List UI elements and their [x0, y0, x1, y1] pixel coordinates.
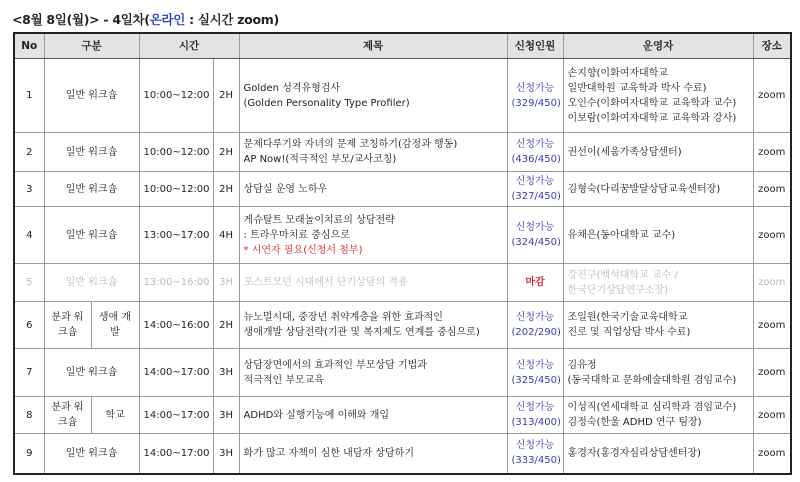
row-duration: 3H	[213, 264, 239, 302]
status-badge[interactable]: 신청가능	[515, 82, 555, 94]
row-duration: 2H	[213, 59, 239, 133]
instructor-line: (동국대학교 문화예술대학원 겸임교수)	[567, 374, 737, 386]
row-category: 일반 워크숍	[44, 133, 139, 172]
row-enrollment[interactable]	[507, 133, 563, 172]
row-no: 2	[14, 133, 44, 172]
row-time: 14:00~17:00	[139, 434, 213, 474]
title-line: 상담실 운영 노하우	[243, 183, 328, 195]
row-no: 9	[14, 434, 44, 474]
row-time: 14:00~16:00	[139, 302, 213, 349]
row-title	[239, 434, 507, 474]
row-no: 3	[14, 172, 44, 207]
row-duration: 2H	[213, 133, 239, 172]
instructor-line: 진로 및 직업상담 박사 수료)	[567, 327, 691, 338]
header-title: 제목	[239, 33, 507, 59]
title-line: (Golden Personality Type Profiler)	[243, 97, 410, 109]
row-title	[239, 207, 507, 264]
enrollment-count: (327/450)	[511, 191, 561, 202]
row-title	[239, 59, 507, 133]
row-enrollment[interactable]	[507, 349, 563, 397]
instructor-line: 김유정	[567, 359, 597, 371]
schedule-table	[13, 32, 792, 475]
row-category-sub: 학교	[91, 397, 139, 434]
status-badge[interactable]: 신청가능	[515, 440, 555, 452]
instructor-line: 유채은(동아대학교 교수)	[567, 229, 676, 241]
instructor-line: 김형숙(다리꿈발달상담교육센터장)	[567, 183, 721, 195]
row-title	[239, 133, 507, 172]
row-duration: 2H	[213, 172, 239, 207]
row-title	[239, 172, 507, 207]
instructor-line: 김정숙(한울 ADHD 연구 팀장)	[567, 417, 702, 428]
enrollment-count: (202/290)	[511, 327, 561, 338]
row-enrollment[interactable]	[507, 434, 563, 474]
row-category: 일반 워크숍	[44, 207, 139, 264]
row-category: 일반 워크숍	[44, 349, 139, 397]
row-instructor	[563, 172, 753, 207]
row-no: 8	[14, 397, 44, 434]
row-venue: zoom	[753, 133, 791, 172]
row-enrollment[interactable]	[507, 172, 563, 207]
table-row	[14, 302, 791, 349]
header-enrollment: 신청인원	[507, 33, 563, 59]
row-no: 1	[14, 59, 44, 133]
table-row	[14, 264, 791, 302]
status-badge[interactable]: 신청가능	[515, 222, 555, 233]
row-instructor	[563, 59, 753, 133]
title-line: 화가 많고 자책이 심한 내담자 상담하기	[243, 447, 414, 459]
row-instructor	[563, 133, 753, 172]
row-instructor	[563, 434, 753, 474]
row-time: 13:00~16:00	[139, 264, 213, 302]
table-row	[14, 59, 791, 133]
row-enrollment[interactable]	[507, 207, 563, 264]
enrollment-count: (324/450)	[511, 237, 561, 248]
row-duration: 2H	[213, 302, 239, 349]
table-header-row	[14, 33, 791, 59]
row-title	[239, 302, 507, 349]
row-duration: 3H	[213, 349, 239, 397]
header-venue: 장소	[753, 33, 791, 59]
title-line: 포스트모던 시대에서 단기상담의 적용	[243, 277, 408, 288]
row-title	[239, 264, 507, 302]
heading-suffix: : 실시간 zoom)	[185, 12, 279, 27]
row-venue: zoom	[753, 397, 791, 434]
row-title	[239, 349, 507, 397]
header-time: 시간	[139, 33, 239, 59]
row-instructor	[563, 397, 753, 434]
header-no: No	[14, 33, 44, 59]
header-category: 구분	[44, 33, 139, 59]
table-row	[14, 133, 791, 172]
instructor-line: 권선이(세움가족상담센터)	[567, 146, 682, 158]
table-row	[14, 434, 791, 474]
title-line: 문제다루기와 자녀의 문제 코칭하기(감정과 행동)	[243, 139, 458, 150]
row-category: 일반 워크숍	[44, 172, 139, 207]
row-category-sub: 생애 개발	[91, 302, 139, 349]
title-line: 뉴노멀시대, 중장년 취약계층을 위한 효과적인	[243, 312, 443, 323]
heading-accent: 온라인	[149, 12, 186, 27]
row-duration: 3H	[213, 397, 239, 434]
heading-prefix: <8월 8일(월)> - 4일차(	[12, 12, 150, 27]
row-venue: zoom	[753, 349, 791, 397]
title-line: 적극적인 부모교육	[243, 374, 324, 386]
enrollment-count: (436/450)	[511, 154, 561, 165]
row-category: 일반 워크숍	[44, 264, 139, 302]
row-time: 10:00~12:00	[139, 172, 213, 207]
status-badge[interactable]: 신청가능	[515, 359, 555, 371]
instructor-line: 이보람(이화여자대학교 교육학과 강사)	[567, 112, 737, 124]
title-line: 게슈탈트 모래놀이치료의 상담전략	[243, 214, 395, 226]
row-category: 일반 워크숍	[44, 59, 139, 133]
enrollment-count: (329/450)	[511, 97, 561, 109]
row-time: 10:00~12:00	[139, 133, 213, 172]
row-title	[239, 397, 507, 434]
row-enrollment	[507, 264, 563, 302]
row-venue: zoom	[753, 264, 791, 302]
enrollment-count: (333/450)	[511, 455, 561, 467]
instructor-line: 강진구(백석대학교 교수 /	[567, 269, 678, 281]
row-no: 5	[14, 264, 44, 302]
row-enrollment[interactable]	[507, 302, 563, 349]
status-badge: 마감	[525, 277, 545, 288]
row-venue: zoom	[753, 207, 791, 264]
row-instructor	[563, 264, 753, 302]
row-venue: zoom	[753, 302, 791, 349]
title-note: * 시연자 필요(신청서 첨부)	[243, 244, 363, 256]
row-venue: zoom	[753, 172, 791, 207]
row-category-main: 분과 워크숍	[44, 397, 91, 434]
status-badge[interactable]: 신청가능	[515, 139, 555, 150]
row-no: 6	[14, 302, 44, 349]
row-category: 일반 워크숍	[44, 434, 139, 474]
status-badge[interactable]: 신청가능	[515, 402, 555, 413]
row-time: 13:00~17:00	[139, 207, 213, 264]
row-instructor	[563, 302, 753, 349]
row-time: 14:00~17:00	[139, 349, 213, 397]
row-instructor	[563, 207, 753, 264]
table-row	[14, 397, 791, 434]
title-line: 상담장면에서의 효과적인 부모상담 기법과	[243, 359, 427, 371]
instructor-line: 이성직(연세대학교 심리학과 겸임교수)	[567, 402, 737, 413]
instructor-line: 조일원(한국기술교육대학교	[567, 312, 688, 323]
row-time: 10:00~12:00	[139, 59, 213, 133]
row-duration: 3H	[213, 434, 239, 474]
header-instructor: 운영자	[563, 33, 753, 59]
instructor-line: 손지향(이화여자대학교	[567, 67, 669, 79]
row-enrollment[interactable]	[507, 397, 563, 434]
row-enrollment[interactable]	[507, 59, 563, 133]
enrollment-count: (313/400)	[511, 417, 561, 428]
status-badge[interactable]: 신청가능	[515, 176, 555, 187]
instructor-line: 홍경자(홍경자심리상담센터장)	[567, 447, 701, 459]
row-duration: 4H	[213, 207, 239, 264]
row-venue: zoom	[753, 59, 791, 133]
instructor-line: 오인수(이화여자대학교 교육학과 교수)	[567, 97, 737, 109]
row-no: 4	[14, 207, 44, 264]
table-row	[14, 349, 791, 397]
instructor-line: 한국단기상담연구소장)	[567, 284, 669, 296]
table-row	[14, 207, 791, 264]
row-category-main: 분과 워크숍	[44, 302, 91, 349]
title-line: : 트라우마치료 중심으로	[243, 229, 350, 241]
enrollment-count: (325/450)	[511, 374, 561, 386]
row-instructor	[563, 349, 753, 397]
status-badge[interactable]: 신청가능	[515, 312, 555, 323]
row-time: 14:00~17:00	[139, 397, 213, 434]
instructor-line: 일반대학원 교육학과 박사 수료)	[567, 82, 707, 94]
title-line: ADHD와 실행기능에 이해와 개입	[243, 409, 390, 421]
row-venue: zoom	[753, 434, 791, 474]
title-line: AP Now!(적극적인 부모/교사코칭)	[243, 154, 397, 165]
table-row	[14, 172, 791, 207]
title-line: Golden 성격유형검사	[243, 82, 341, 94]
row-no: 7	[14, 349, 44, 397]
title-line: 생애개발 상담전략(기관 및 복지제도 연계를 중심으로)	[243, 327, 480, 338]
page-heading	[12, 10, 279, 28]
